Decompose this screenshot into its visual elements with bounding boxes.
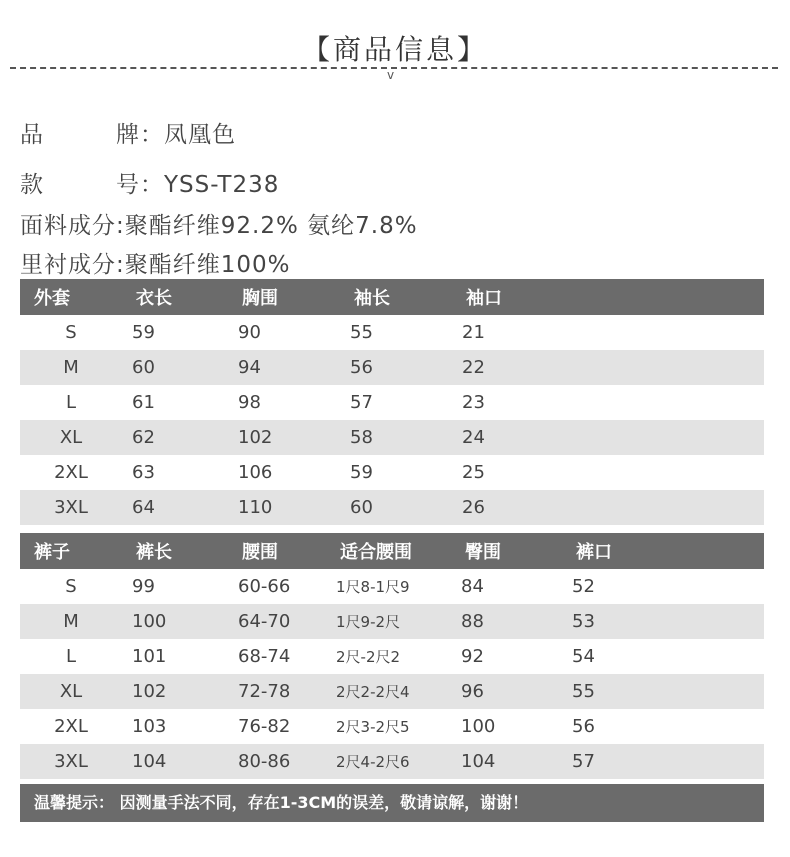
table-cell: 1尺8-1尺9 xyxy=(336,578,410,596)
table-cell: 3XL xyxy=(20,744,122,779)
table-cell: 72-78 xyxy=(228,674,326,709)
table-cell: 2XL xyxy=(54,716,88,737)
table-cell: 53 xyxy=(562,604,764,639)
table-cell: 2尺4-2尺6 xyxy=(326,744,451,779)
table-cell: 2XL xyxy=(54,462,88,483)
table-row xyxy=(20,569,764,604)
pants-header-cell: 裤子 xyxy=(20,533,122,569)
fabric-line: 面料成分:聚酯纤维92.2% 氨纶7.8% xyxy=(20,213,418,239)
table-cell: 98 xyxy=(238,392,261,413)
brand-line xyxy=(20,116,236,149)
table-row xyxy=(20,674,764,709)
model-label: 款 号： xyxy=(20,172,164,198)
chevron-down-icon: v xyxy=(387,68,395,82)
table-row xyxy=(20,350,764,385)
jacket-size-table xyxy=(20,279,764,525)
table-cell: XL xyxy=(20,674,122,709)
lining-line: 里衬成分:聚酯纤维100% xyxy=(20,252,291,278)
table-cell: 59 xyxy=(350,462,373,483)
pants-header-cell: 裤长 xyxy=(122,533,228,569)
table-cell: 84 xyxy=(461,576,484,597)
table-cell: 80-86 xyxy=(228,744,326,779)
pants-header-row xyxy=(20,533,764,569)
table-cell: XL xyxy=(20,420,122,455)
table-row xyxy=(20,604,764,639)
table-cell: 2尺2-2尺4 xyxy=(326,674,451,709)
table-cell: 90 xyxy=(238,322,261,343)
table-cell: 55 xyxy=(350,322,373,343)
table-cell: 64-70 xyxy=(228,604,326,639)
table-cell: M xyxy=(20,350,122,385)
table-cell: 25 xyxy=(462,462,485,483)
table-cell: S xyxy=(65,576,77,597)
pants-header-cell: 裤口 xyxy=(562,533,764,569)
table-cell: 61 xyxy=(132,392,155,413)
tip-banner: 温馨提示： 因测量手法不同，存在1-3CM的误差，敬请谅解，谢谢！ xyxy=(20,784,764,822)
table-cell: 64 xyxy=(122,490,228,525)
table-cell: 76-82 xyxy=(238,716,291,737)
brand-value: 凤凰色 xyxy=(164,122,236,148)
table-cell: 104 xyxy=(451,744,562,779)
table-row xyxy=(20,315,764,350)
table-cell: 96 xyxy=(451,674,562,709)
jacket-header-row xyxy=(20,279,764,315)
pants-header-cell: 臀围 xyxy=(451,533,562,569)
table-cell: 99 xyxy=(132,576,155,597)
table-cell: 60 xyxy=(122,350,228,385)
table-cell: 103 xyxy=(132,716,167,737)
table-cell: 100 xyxy=(461,716,496,737)
page-title: 【商品信息】 xyxy=(301,33,488,66)
table-row xyxy=(20,709,764,744)
table-row xyxy=(20,455,764,490)
table-cell: 23 xyxy=(462,392,485,413)
table-cell: 94 xyxy=(228,350,340,385)
table-cell: M xyxy=(20,604,122,639)
table-row xyxy=(20,744,764,779)
jacket-header-cell: 胸围 xyxy=(228,279,340,315)
table-cell: 92 xyxy=(461,646,484,667)
table-cell: 26 xyxy=(452,490,764,525)
table-cell: 59 xyxy=(132,322,155,343)
table-cell: 102 xyxy=(228,420,340,455)
table-cell: 54 xyxy=(572,646,595,667)
table-cell: 52 xyxy=(572,576,595,597)
table-cell: S xyxy=(65,322,77,343)
pants-header-cell: 腰围 xyxy=(228,533,326,569)
table-cell: 21 xyxy=(462,322,485,343)
table-row xyxy=(20,385,764,420)
jacket-header-cell: 袖长 xyxy=(340,279,452,315)
table-row xyxy=(20,639,764,674)
table-row xyxy=(20,420,764,455)
table-cell: 55 xyxy=(562,674,764,709)
model-value: YSS-T238 xyxy=(164,172,280,198)
table-cell: 57 xyxy=(562,744,764,779)
table-cell: 24 xyxy=(452,420,764,455)
table-cell: 68-74 xyxy=(238,646,291,667)
table-cell: 57 xyxy=(350,392,373,413)
table-cell: 1尺9-2尺 xyxy=(326,604,451,639)
table-cell: 56 xyxy=(572,716,595,737)
brand-label: 品 牌： xyxy=(20,122,164,148)
table-cell: 22 xyxy=(452,350,764,385)
pants-header-cell: 适合腰围 xyxy=(326,533,451,569)
table-cell: 88 xyxy=(451,604,562,639)
table-cell: L xyxy=(65,646,77,667)
table-cell: 100 xyxy=(122,604,228,639)
table-cell: 60-66 xyxy=(238,576,291,597)
table-cell: 104 xyxy=(122,744,228,779)
table-cell: 56 xyxy=(340,350,452,385)
model-line xyxy=(20,166,279,199)
table-cell: 101 xyxy=(132,646,167,667)
table-cell: 62 xyxy=(122,420,228,455)
jacket-header-cell: 衣长 xyxy=(122,279,228,315)
table-cell: 106 xyxy=(238,462,273,483)
table-cell: 2尺-2尺2 xyxy=(336,648,401,666)
table-cell: 3XL xyxy=(20,490,122,525)
table-cell: 110 xyxy=(228,490,340,525)
table-cell: 60 xyxy=(340,490,452,525)
table-cell: 58 xyxy=(340,420,452,455)
pants-size-table xyxy=(20,533,764,779)
table-cell: 2尺3-2尺5 xyxy=(336,718,410,736)
jacket-header-cell: 外套 xyxy=(20,279,122,315)
table-cell: 102 xyxy=(122,674,228,709)
jacket-header-cell: 袖口 xyxy=(452,279,764,315)
table-row xyxy=(20,490,764,525)
table-cell: 63 xyxy=(132,462,155,483)
table-cell: L xyxy=(65,392,77,413)
